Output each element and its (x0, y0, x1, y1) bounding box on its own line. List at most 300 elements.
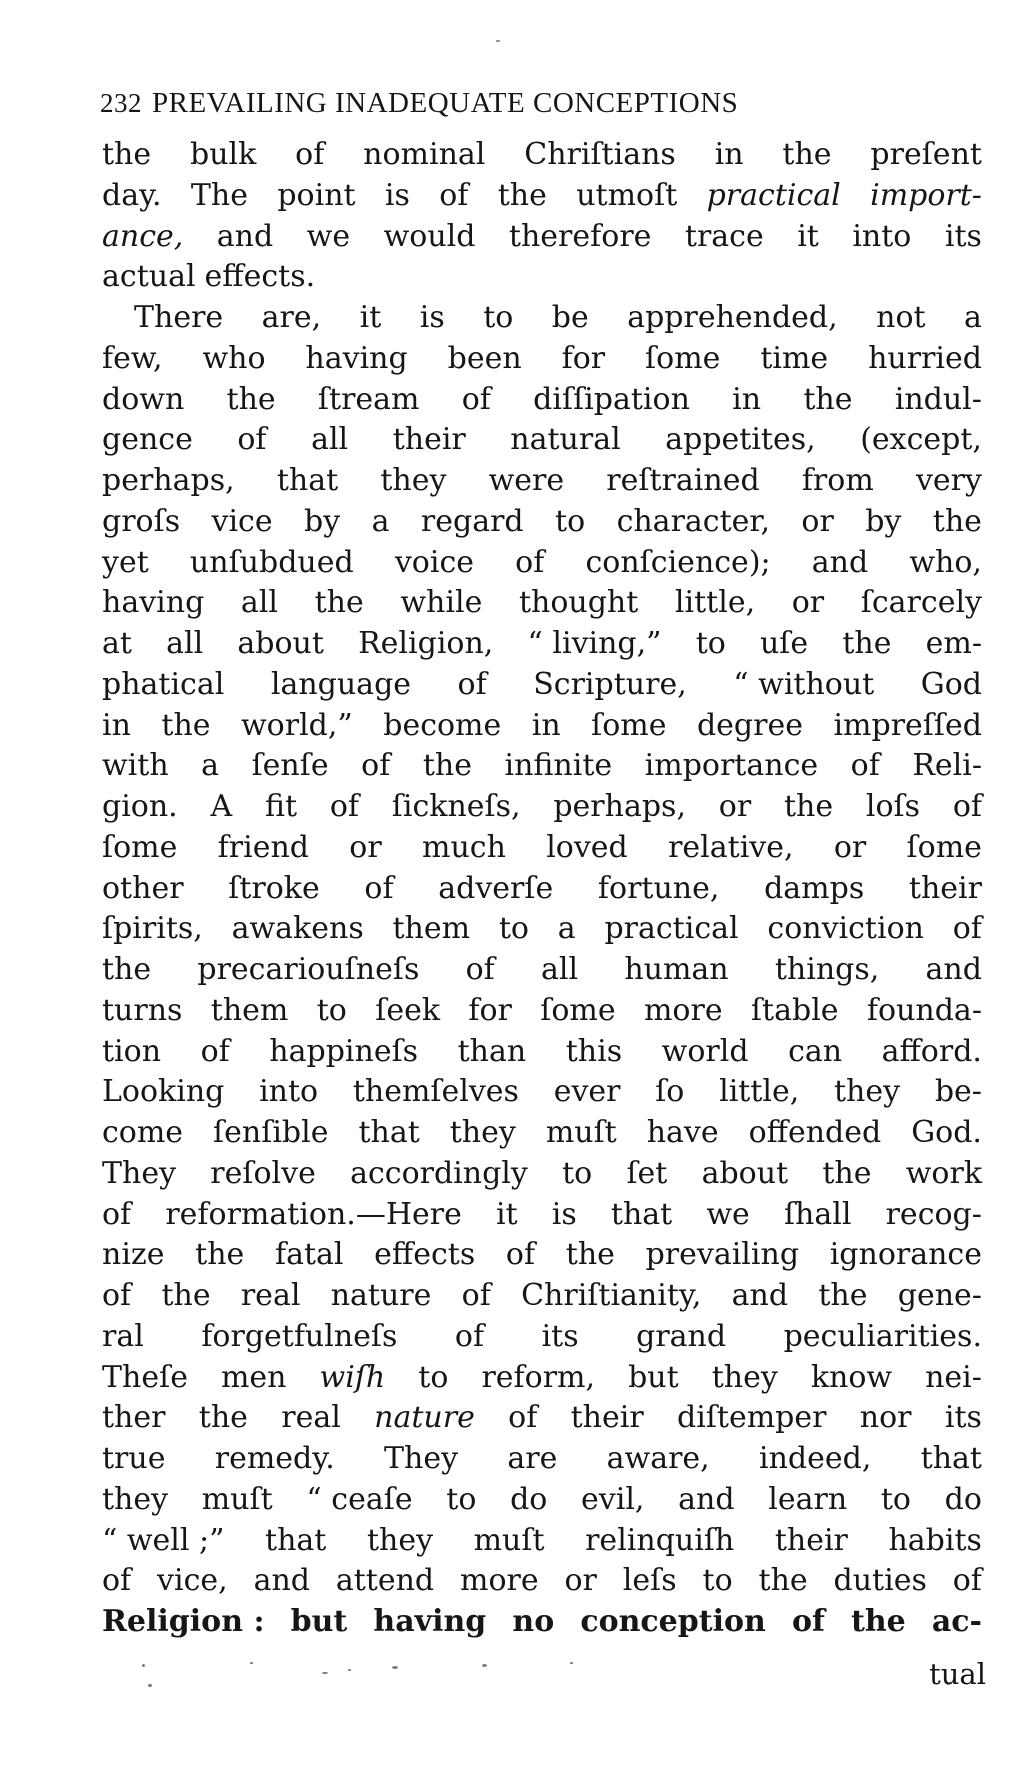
word: have (646, 1115, 719, 1150)
word: Chriſtianity, (521, 1278, 702, 1313)
word: They (102, 1155, 177, 1191)
word: the (314, 585, 364, 621)
word: groſs (102, 503, 181, 539)
text-line (102, 461, 982, 502)
text-line (102, 624, 982, 665)
word: relinquiſh (585, 1522, 735, 1558)
word: all (311, 422, 349, 458)
body-text (102, 135, 982, 1643)
word: very (915, 463, 982, 498)
word: actual (102, 259, 196, 295)
word: who (202, 340, 266, 376)
word: ſcarcely (860, 585, 982, 621)
word: ac- (931, 1604, 982, 1639)
text-line (102, 950, 982, 991)
word: the (783, 789, 834, 824)
word: a (201, 748, 220, 784)
word: know (810, 1359, 893, 1395)
word: apprehended, (627, 300, 838, 335)
word: Chriſtians (524, 137, 676, 172)
text-line (102, 257, 982, 298)
word: ſpirits, (102, 911, 203, 947)
word: they (834, 1074, 901, 1110)
word: true (102, 1441, 166, 1476)
word: hurried (868, 340, 982, 376)
word: the (565, 1237, 615, 1273)
text-line (102, 746, 982, 787)
word: ſome (906, 829, 982, 865)
word: happineſs (269, 1033, 419, 1069)
word: peculiarities. (783, 1318, 982, 1354)
word: afford. (881, 1033, 982, 1069)
word: would (383, 218, 476, 254)
word: they (711, 1359, 778, 1395)
word: learn (768, 1481, 848, 1517)
word: God. (911, 1115, 982, 1150)
word: ignorance (829, 1237, 982, 1273)
word: for (468, 992, 512, 1028)
word: nature (330, 1278, 432, 1313)
word: A (210, 789, 233, 824)
word: turns (102, 992, 183, 1028)
catchword: tual (929, 1657, 986, 1691)
word: regard (420, 503, 524, 539)
word: of (461, 381, 491, 417)
word: ſtable (750, 992, 839, 1028)
word: be (551, 300, 589, 335)
word: indeed, (759, 1441, 872, 1476)
word: been (447, 340, 522, 376)
word: ſome (102, 829, 178, 865)
word: of (952, 1563, 982, 1599)
word: having (305, 340, 408, 376)
word: about (237, 626, 324, 661)
word: ſet (626, 1155, 668, 1191)
word: the (198, 1400, 248, 1436)
word: ſeek (375, 992, 441, 1028)
word: or (564, 1563, 597, 1599)
word: fortune, (597, 870, 720, 906)
word: a (371, 503, 390, 539)
word: vice, (157, 1563, 228, 1599)
running-head-title: PREVAILING INADEQUATE CONCEPTIONS (152, 87, 739, 119)
word: and (253, 1563, 310, 1599)
word: of (102, 1563, 132, 1599)
word: gion. (102, 789, 178, 824)
word: to (498, 911, 529, 947)
text-line (102, 869, 982, 910)
word: who, (909, 544, 982, 580)
word: Religion, (358, 626, 494, 661)
word: that (265, 1522, 327, 1558)
text-line (102, 1072, 982, 1113)
word: and (731, 1278, 789, 1313)
word: but (290, 1604, 348, 1639)
word: muſt (201, 1481, 273, 1517)
word: down (102, 381, 185, 417)
word: of (102, 1196, 132, 1232)
word: of (364, 870, 394, 906)
word: practical (604, 911, 739, 947)
word: all (240, 585, 278, 621)
word: of (439, 177, 469, 213)
word: having (373, 1604, 487, 1639)
word: reformation.—Here (165, 1196, 462, 1232)
text-line (102, 420, 982, 461)
word: loſs (865, 789, 921, 824)
word: and (216, 218, 274, 254)
text-line (102, 1154, 982, 1195)
word: phatical (102, 666, 225, 702)
word: grand (636, 1318, 727, 1354)
text-line (102, 380, 982, 421)
word: no (512, 1604, 555, 1639)
word: vice (211, 503, 273, 539)
word: can (788, 1033, 843, 1069)
word: by (304, 503, 341, 539)
word: gene- (897, 1278, 982, 1313)
word: nor (859, 1400, 912, 1436)
text-line (102, 665, 982, 706)
word: thought (518, 585, 639, 621)
word: tion (102, 1033, 162, 1069)
word: damps (764, 870, 865, 906)
word: forgetfulneſs (201, 1318, 398, 1354)
text-line (102, 135, 982, 176)
text-line (102, 909, 982, 950)
word: Theſe (102, 1359, 188, 1395)
word: other (102, 870, 184, 906)
word: more (460, 1563, 539, 1599)
word: (except, (860, 422, 982, 458)
print-speck (348, 1669, 351, 1671)
word: the (226, 381, 276, 417)
print-speck (250, 1662, 253, 1664)
text-line (102, 1317, 982, 1358)
word: fit (264, 789, 298, 824)
word: to (562, 1155, 593, 1191)
word: adverſe (438, 870, 554, 906)
word: were (488, 463, 565, 498)
word: is (384, 177, 410, 213)
word: fatal (274, 1237, 344, 1273)
word: Religion : (102, 1604, 265, 1639)
word: point (277, 177, 356, 213)
word: the (818, 1278, 868, 1313)
word: accordingly (350, 1155, 528, 1191)
word: offended (748, 1115, 882, 1150)
word: to (880, 1481, 911, 1517)
word: language (270, 666, 412, 702)
word: all (166, 626, 204, 661)
word: the (822, 1155, 872, 1191)
word: infinite (504, 748, 613, 784)
text-line (102, 1480, 982, 1521)
word: importance (644, 748, 819, 784)
word: or (791, 585, 825, 621)
word: of (200, 1033, 230, 1069)
word: and (925, 952, 982, 987)
word: them (210, 992, 289, 1028)
word: the (850, 1604, 906, 1639)
word: do (944, 1481, 982, 1517)
word: is (419, 300, 445, 335)
word: from (801, 463, 874, 498)
word: of (508, 1400, 538, 1436)
word: real (281, 1400, 341, 1436)
word: their (570, 1400, 644, 1436)
word: ſtroke (228, 870, 320, 906)
text-line (102, 339, 982, 380)
word: about (701, 1155, 789, 1191)
word: ſome (540, 992, 616, 1028)
word: day. (102, 177, 162, 213)
word: in (102, 707, 131, 743)
text-line (102, 1521, 982, 1562)
word: things, (774, 952, 880, 987)
word: it (359, 300, 382, 335)
word: of (329, 789, 359, 824)
word: utmoſt (576, 177, 678, 213)
word: aware, (606, 1441, 710, 1476)
text-line (102, 787, 982, 828)
word: of (457, 666, 487, 702)
word: be- (934, 1074, 982, 1110)
word: or (833, 829, 867, 865)
print-speck (322, 1672, 328, 1674)
word: of (237, 422, 267, 458)
word: to (446, 1481, 477, 1517)
word: awakens (231, 911, 364, 947)
word: their (392, 422, 466, 458)
word: to (418, 1359, 449, 1395)
word: and (678, 1481, 735, 1517)
word: therefore (508, 218, 652, 254)
word: a (964, 300, 982, 335)
word: to (316, 992, 347, 1028)
word: this (565, 1033, 623, 1069)
running-header (100, 78, 980, 128)
word: for (561, 340, 606, 376)
word: into (852, 218, 912, 254)
word: ſickneſs, (391, 789, 521, 824)
word: conviction (767, 911, 924, 947)
word: import- (870, 177, 982, 213)
word: ther (102, 1400, 166, 1436)
word: bulk (189, 137, 257, 172)
text-line (102, 1602, 982, 1643)
word: precariouſneſs (197, 952, 420, 987)
word: the (758, 1563, 808, 1599)
word: of (952, 789, 982, 824)
word: the (932, 503, 982, 539)
word: real (240, 1278, 301, 1313)
word: ſome (591, 707, 667, 743)
word: evil, (581, 1481, 645, 1517)
text-line (102, 1561, 982, 1602)
text-line (102, 991, 982, 1032)
word: world,” (241, 707, 353, 743)
word: friend (217, 829, 309, 865)
text-line (102, 298, 982, 339)
word: ſo (655, 1074, 685, 1110)
word: to (695, 626, 726, 661)
word: the (161, 1278, 211, 1313)
word: yet (102, 544, 149, 580)
text-line (102, 1439, 982, 1480)
word: little, (674, 585, 756, 621)
word: muſt (545, 1115, 617, 1150)
word: character, (616, 503, 770, 539)
word: to (483, 300, 514, 335)
word: is (551, 1196, 577, 1232)
word: duties (833, 1563, 927, 1599)
word: God (920, 666, 982, 702)
text-line (102, 1358, 982, 1399)
word: ſtream (317, 381, 420, 417)
text-line (102, 1398, 982, 1439)
word: of (850, 748, 880, 784)
word: There (134, 300, 224, 335)
word: are (507, 1441, 558, 1476)
word: the (102, 137, 152, 172)
word: wiſh (319, 1359, 386, 1395)
print-speck (496, 40, 500, 42)
word: than (457, 1033, 527, 1069)
word: the (497, 177, 547, 213)
word: voice (394, 544, 475, 580)
word: uſe (759, 626, 809, 661)
word: the (195, 1237, 245, 1273)
word: em- (925, 626, 982, 661)
word: Reli- (912, 748, 982, 784)
word: Looking (102, 1074, 225, 1110)
word: ral (102, 1318, 144, 1354)
word: we (706, 1196, 750, 1232)
word: attend (335, 1563, 435, 1599)
word: of (102, 1278, 132, 1313)
print-speck (392, 1666, 398, 1669)
word: come (102, 1115, 184, 1150)
word: and (811, 544, 869, 580)
word: Scripture, (533, 666, 687, 702)
word: they (380, 463, 447, 498)
word: or (349, 829, 382, 865)
word: reſtrained (606, 463, 760, 498)
word: themſelves (352, 1074, 519, 1110)
word: that (276, 463, 339, 498)
word: of (952, 911, 982, 947)
word: become (383, 707, 502, 743)
word: all (541, 952, 579, 987)
print-specks (140, 1660, 600, 1690)
page-number: 232 (100, 88, 142, 118)
word: of (505, 1237, 536, 1273)
word: or (801, 503, 834, 539)
word: while (400, 585, 483, 621)
word: a (557, 911, 576, 947)
word: into (259, 1074, 319, 1110)
word: nature (374, 1400, 475, 1436)
word: diſtemper (677, 1400, 827, 1436)
text-line (102, 828, 982, 869)
word: time (760, 340, 829, 376)
word: preſent (870, 137, 982, 172)
word: of (454, 1318, 485, 1354)
word: nominal (363, 137, 486, 172)
word: the (842, 626, 892, 661)
word: human (624, 952, 729, 987)
word: The (190, 177, 249, 213)
word: its (944, 1400, 982, 1436)
word: effects. (204, 259, 316, 295)
word: They (384, 1441, 459, 1476)
text-line (102, 1235, 982, 1276)
word: little, (719, 1074, 800, 1110)
word: ſenſible (213, 1115, 329, 1150)
word: or (718, 789, 752, 824)
word: having (102, 585, 205, 621)
word: they (102, 1481, 169, 1517)
word: relative, (668, 829, 794, 865)
word: do (510, 1481, 548, 1517)
word: more (643, 992, 723, 1028)
word: in (531, 707, 561, 743)
word: degree (696, 707, 803, 743)
text-line (102, 1195, 982, 1236)
word: conſcience); (585, 544, 771, 580)
word: nei- (925, 1359, 982, 1395)
text-line (102, 1276, 982, 1317)
word: practical (706, 177, 841, 213)
word: it (797, 218, 819, 254)
word: their (774, 1522, 848, 1558)
word: at (102, 626, 132, 661)
word: that (610, 1196, 673, 1232)
word: to (555, 503, 586, 539)
word: of (461, 1278, 491, 1313)
word: “ without (733, 666, 875, 702)
word: by (865, 503, 902, 539)
text-line (102, 1113, 982, 1154)
text-line (102, 217, 982, 258)
word: their (908, 870, 982, 906)
word: recog- (885, 1196, 982, 1232)
word: reſolve (210, 1155, 316, 1191)
word: ſhall (783, 1196, 852, 1232)
word: “ living,” (527, 626, 662, 661)
word: ever (553, 1074, 621, 1110)
word: that (920, 1441, 982, 1476)
print-speck (142, 1664, 145, 1667)
word: not (876, 300, 926, 335)
print-speck (482, 1664, 487, 1667)
word: work (905, 1155, 982, 1191)
word: ſome (645, 340, 721, 376)
word: they (366, 1522, 434, 1558)
word: habits (888, 1522, 982, 1558)
text-line (102, 1032, 982, 1073)
word: indul- (894, 381, 982, 417)
word: “ well ;” (102, 1522, 225, 1558)
word: are, (261, 300, 322, 335)
word: but (628, 1359, 679, 1395)
word: of (295, 137, 325, 172)
word: natural (510, 422, 621, 458)
word: perhaps, (102, 463, 235, 498)
word: in (732, 381, 762, 417)
word: prevailing (645, 1237, 800, 1273)
